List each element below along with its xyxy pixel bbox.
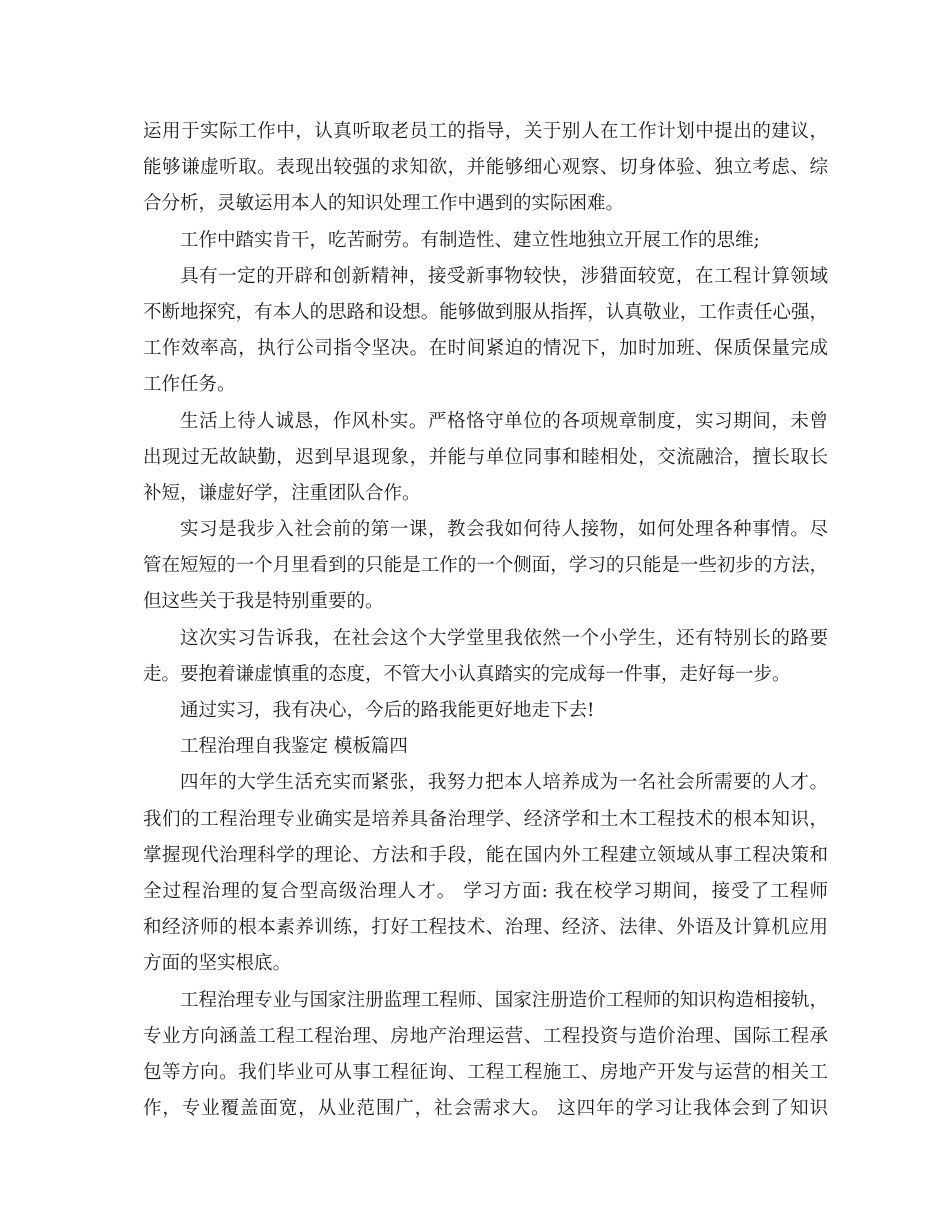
text-line: 走。要抱着谦虚慎重的态度，不管大小认真踏实的完成每一件事，走好每一步。: [143, 663, 791, 685]
body-text: [143, 114, 828, 1127]
text-line: 工作中踏实肯干，吃苦耐劳。有制造性、建立性地独立开展工作的思维;: [180, 229, 760, 251]
text-line: 作，专业覆盖面宽，从业范围广，社会需求大。 这四年的学习让我体会到了知识: [143, 1098, 828, 1120]
text-line: 出现过无故缺勤，迟到早退现象，并能与单位同事和睦相处，交流融洽，擅长取长: [143, 446, 828, 468]
text-line: 不断地探究，有本人的思路和设想。能够做到服从指挥，认真敬业，工作责任心强，: [143, 301, 828, 323]
text-line: 通过实习，我有决心，今后的路我能更好地走下去!: [180, 700, 595, 721]
text-line: 四年的大学生活充实而紧张，我努力把本人培养成为一名社会所需要的人才。: [180, 772, 828, 794]
text-line: 工作效率高，执行公司指令坚决。在时间紧迫的情况下，加时加班、保质保量完成: [143, 338, 828, 360]
text-line: 运用于实际工作中，认真听取老员工的指导，关于别人在工作计划中提出的建议，: [143, 121, 828, 142]
text-line: 生活上待人诚恳，作风朴实。严格恪守单位的各项规章制度，实习期间，未曾: [180, 410, 828, 432]
text-line: 但这些关于我是特别重要的。: [143, 591, 384, 613]
text-line: 这次实习告诉我，在社会这个大学堂里我依然一个小学生，还有特别长的路要: [180, 627, 828, 649]
text-line: 补短，谦虚好学，注重团队合作。: [143, 482, 421, 504]
text-line: 掌握现代治理科学的理论、方法和手段，能在国内外工程建立领域从事工程决策和: [143, 844, 828, 866]
text-line: 包等方向。我们毕业可从事工程征询、工程工程施工、房地产开发与运营的相关工: [143, 1061, 828, 1083]
text-line: 工作任务。: [143, 374, 236, 396]
text-line: 管在短短的一个月里看到的只能是工作的一个侧面，学习的只能是一些初步的方法，: [143, 555, 828, 577]
text-line: 工程治理专业与国家注册监理工程师、国家注册造价工程师的知识构造相接轨，: [180, 989, 828, 1011]
text-line: 实习是我步入社会前的第一课，教会我如何待人接物，如何处理各种事情。尽: [180, 519, 828, 541]
text-line: 全过程治理的复合型高级治理人才。 学习方面: 我在校学习期间，接受了工程师: [143, 880, 828, 902]
text-line: 具有一定的开辟和创新精神，接受新事物较快，涉猎面较宽，在工程计算领域: [180, 265, 828, 287]
text-line: 方面的坚实根底。: [143, 953, 292, 975]
text-line: 我们的工程治理专业确实是培养具备治理学、经济学和土木工程技术的根本知识，: [143, 808, 828, 830]
text-line: 能够谦虚听取。表现出较强的求知欲，并能够细心观察、切身体验、独立考虑、综: [143, 157, 828, 179]
text-line: 专业方向涵盖工程工程治理、房地产治理运营、工程投资与造价治理、国际工程承: [143, 1025, 828, 1047]
text-line: 工程治理自我鉴定 模板篇四: [180, 736, 408, 758]
text-line: 合分析，灵敏运用本人的知识处理工作中遇到的实际困难。: [143, 193, 625, 215]
text-line: 和经济师的根本素养训练，打好工程技术、治理、经济、法律、外语及计算机应用: [143, 917, 828, 939]
